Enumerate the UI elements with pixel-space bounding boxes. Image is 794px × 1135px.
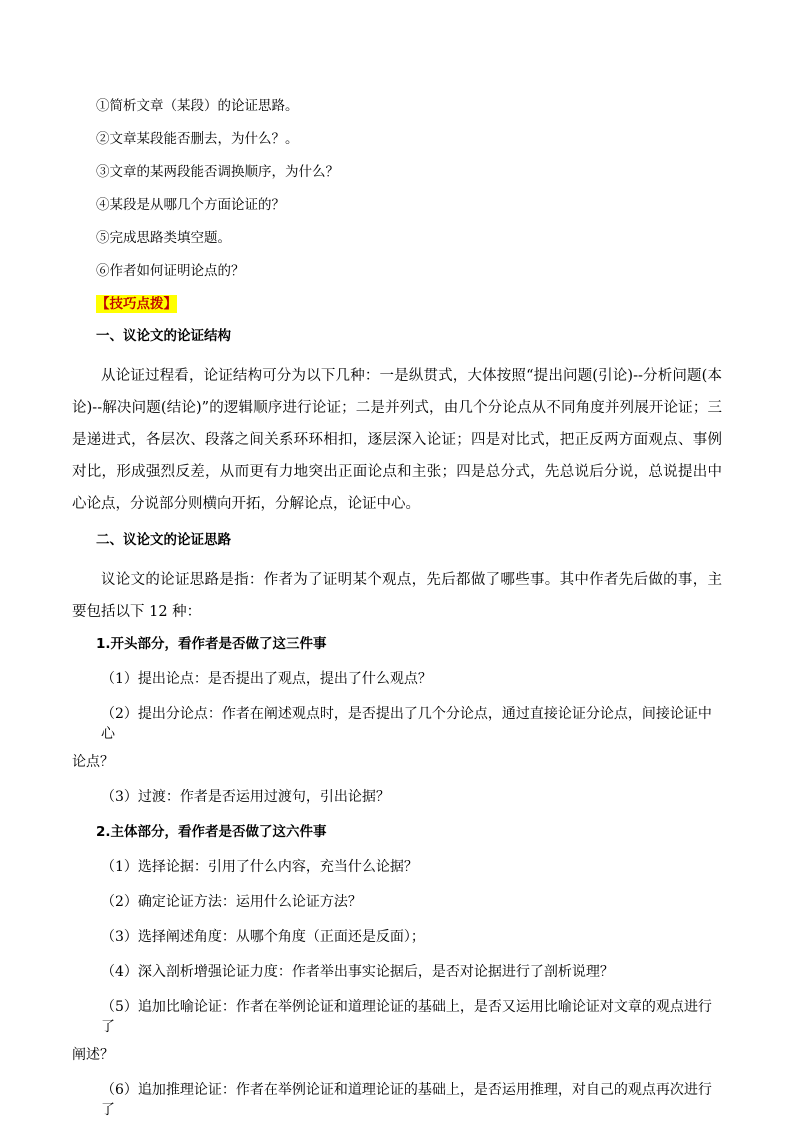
question-4: ④某段是从哪几个方面论证的？ — [96, 197, 285, 213]
part2-item-5-cont: 阐述？ — [72, 1047, 114, 1063]
part2-item-5: （5）追加比喻论证：作者在举例论证和道理论证的基础上，是否又运用比喻论证对文章的观点进行了 — [101, 999, 712, 1035]
document-page — [72, 96, 722, 1135]
question-3: ③文章的某两段能否调换顺序，为什么？ — [96, 164, 339, 180]
question-2: ②文章某段能否删去，为什么？。 — [96, 131, 299, 147]
part1-item-2: （2）提出分论点：作者在阐述观点时，是否提出了几个分论点，通过直接论证分论点，间接论证中心 — [101, 706, 712, 742]
question-1: ①简析文章（某段）的论证思路。 — [96, 98, 299, 114]
tip-label: 【技巧点拨】 — [96, 296, 177, 312]
question-6: ⑥作者如何证明论点的？ — [96, 263, 245, 279]
part1-item-1: （1）提出论点：是否提出了观点，提出了什么观点？ — [101, 671, 432, 687]
part1-item-3: （3）过渡：作者是否运用过渡句，引出论据？ — [101, 789, 390, 805]
tip-label-row — [72, 294, 722, 314]
part2-title: 2.主体部分，看作者是否做了这六件事 — [96, 824, 327, 840]
part2-item-1: （1）选择论据：引用了什么内容，充当什么论据？ — [101, 859, 418, 875]
part1-item-2-cont: 论点？ — [72, 754, 114, 770]
section1-body: 从论证过程看，论证结构可分为以下几种：一是纵贯式，大体按照“提出问题(引论)--分析问题(本论)--解决问题(结论)”的逻辑顺序进行论证；二是并列式，由几个分论点从不同角度并列展开论证；三是递进式，各层次、段落之间关系环环相扣，逐层深入论证；四是对比式，把正反两方面观点、事例对比，形成强烈反差，从而更有力地突出正面论点和主张；四是总分式，先总说后分说，总说提出中心论点，分说部分则横向开拓，分解论点，论证中心。 — [72, 368, 722, 512]
section2-body: 议论文的论证思路是指：作者为了证明某个观点，先后都做了哪些事。其中作者先后做的事，主要包括以下 12 种： — [72, 572, 722, 620]
section2-heading: 二、议论文的论证思路 — [96, 532, 231, 548]
section1-heading: 一、议论文的论证结构 — [96, 328, 231, 344]
part1-title: 1.开头部分，看作者是否做了这三件事 — [96, 636, 327, 652]
part2-item-2: （2）确定论证方法：运用什么论证方法？ — [101, 894, 362, 910]
part2-item-3: （3）选择阐述角度：从哪个角度（正面还是反面）； — [101, 929, 425, 945]
question-5: ⑤完成思路类填空题。 — [96, 230, 231, 246]
part2-item-6: （6）追加推理论证：作者在举例论证和道理论证的基础上，是否运用推理，对自己的观点再次进行了 — [101, 1082, 712, 1118]
part2-item-4: （4）深入剖析增强论证力度：作者举出事实论据后，是否对论据进行了剖析说理？ — [101, 964, 614, 980]
